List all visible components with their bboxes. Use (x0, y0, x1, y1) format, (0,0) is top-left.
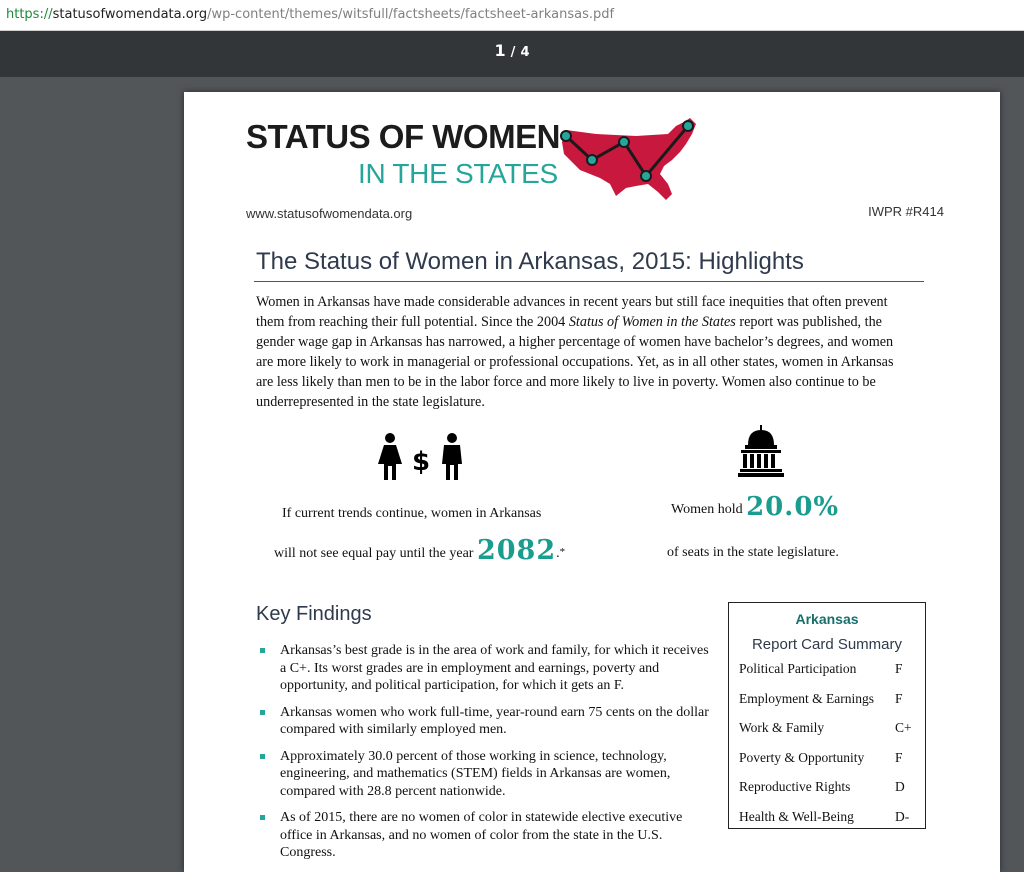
category-grade: D (895, 779, 905, 794)
equal-pay-text-line1: If current trends continue, women in Arkansas (282, 506, 542, 521)
pdf-toolbar (0, 31, 1024, 77)
category-label: Health & Well-Being (739, 809, 854, 824)
bullet-icon (260, 815, 265, 820)
list-item (256, 748, 716, 801)
url-path: /wp-content/themes/witsfull/factsheets/factsheet-arkansas.pdf (207, 7, 615, 22)
report-card-row (739, 809, 910, 825)
report-card-row (739, 720, 912, 736)
logo-subtitle: IN THE STATES (358, 158, 558, 189)
category-label: Employment & Earnings (739, 691, 874, 706)
equal-pay-year: 2082 (476, 535, 557, 566)
url-host: statusofwomendata.org (52, 7, 208, 22)
report-card-row (739, 691, 903, 707)
report-card-summary (728, 602, 926, 829)
list-item (256, 704, 716, 739)
category-grade: F (895, 691, 903, 706)
report-card-row (739, 750, 903, 766)
finding-text: Arkansas’s best grade is in the area of work and family, for which it receives a C+. Its worst grades are in employment and earnings, poverty and opportunity, and political participation, for which it gets an F. (280, 643, 709, 693)
website-url: www.statusofwomendata.org (246, 206, 413, 221)
page-title: The Status of Women in Arkansas, 2015: Highlights (256, 248, 804, 275)
key-findings-heading: Key Findings (256, 603, 372, 625)
legislature-text-line1 (671, 492, 839, 522)
equal-pay-footnote-star: * (559, 546, 566, 558)
current-page-number[interactable]: 1 (494, 41, 506, 60)
category-grade: F (895, 661, 903, 676)
bullet-icon (260, 648, 265, 653)
report-id: IWPR #R414 (868, 204, 944, 219)
bullet-icon (260, 754, 265, 759)
report-card-subtitle: Report Card Summary (751, 636, 903, 653)
category-label: Reproductive Rights (739, 779, 851, 794)
finding-text: Approximately 30.0 percent of those working in science, technology, engineering, and mathematics (STEM) fields in Arkansas are women, compared with 28.8 percent nationwide. (280, 748, 671, 799)
capitol-building-icon (738, 425, 784, 477)
finding-text: As of 2015, there are no women of color in statewide elective executive office in Arkansas, and no women of color from the state in the U.S. Congress. (280, 810, 683, 860)
pdf-page (184, 92, 1000, 872)
equal-pay-period: . (556, 546, 560, 561)
category-label: Political Participation (739, 661, 857, 676)
intro-text-1: Women in Arkansas have made considerable advances in recent years but still face inequities that often prevent them from reaching their full potential. Since the 2004 (256, 294, 888, 330)
equal-pay-lead: will not see equal pay until the year (274, 546, 477, 561)
category-grade: D- (895, 809, 910, 824)
intro-italic-title: Status of Women in the States (568, 314, 736, 330)
key-findings-list (256, 642, 716, 871)
list-item (256, 809, 716, 862)
legislature-text-line2: of seats in the state legislature. (667, 545, 839, 560)
report-card-state: Arkansas (795, 611, 859, 627)
title-divider (254, 281, 924, 282)
intro-paragraph (256, 292, 896, 412)
total-pages: 4 (520, 45, 530, 60)
page-indicator (0, 41, 1024, 60)
category-grade: F (895, 750, 903, 765)
woman-dollar-man-icon (378, 432, 464, 482)
url-protocol: https:// (6, 7, 53, 22)
intro-text-2: report was published, the gender wage gap in Arkansas has narrowed, a higher percentage of women have bachelor’s degrees, and women are more likely to work in managerial or professional occupations. Yet, as in all other states, women in Arkansas are less likely than men to be in the labor force and more likely to live in poverty. Women also continue to be underrepresented in the state legislature. (256, 314, 894, 410)
list-item (256, 642, 716, 695)
report-card-row (739, 779, 905, 795)
category-label: Work & Family (739, 720, 825, 735)
equal-pay-text-line2 (274, 535, 565, 566)
legislature-lead: Women hold (671, 502, 747, 517)
us-map-trend-icon (556, 114, 706, 204)
address-bar[interactable] (0, 0, 1024, 31)
page-separator: / (510, 45, 516, 60)
bullet-icon (260, 710, 265, 715)
finding-text: Arkansas women who work full-time, year-round earn 75 cents on the dollar compared with similarly employed men. (280, 704, 709, 737)
logo-title: STATUS OF WOMEN (246, 118, 560, 155)
dollar-sign: $ (412, 447, 431, 477)
category-label: Poverty & Opportunity (739, 750, 865, 765)
legislature-percent: 20.0% (746, 492, 840, 522)
category-grade: C+ (895, 720, 912, 735)
report-card-row (739, 661, 903, 677)
